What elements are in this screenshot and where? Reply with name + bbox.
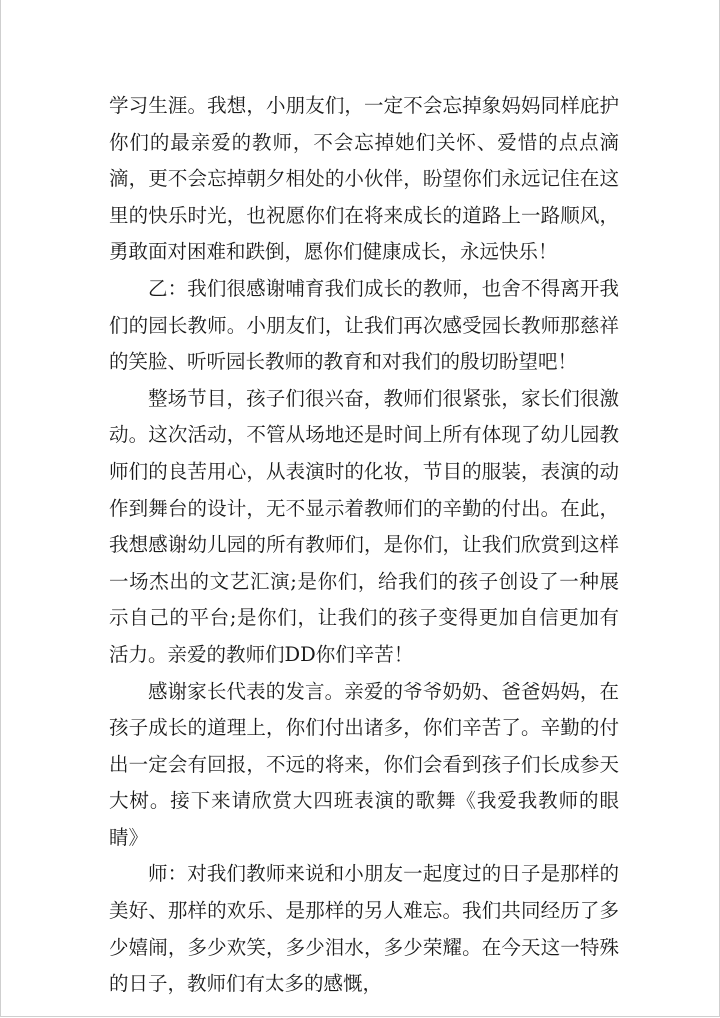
document-body bbox=[109, 88, 619, 1003]
paragraph-4: 感谢家长代表的发言。亲爱的爷爷奶奶、爸爸妈妈，在孩子成长的道理上，你们付出诸多，你们辛苦了。辛勤的付出一定会有回报，不远的将来，你们会看到孩子们长成参天大树。接下来请欣赏大四班表演的歌舞《我爱我教师的眼睛》 bbox=[109, 679, 619, 849]
paragraph-5: 师：对我们教师来说和小朋友一起度过的日子是那样的美好、那样的欢乐、是那样的另人难忘。我们共同经历了多少嬉闹，多少欢笑，多少泪水，多少荣耀。在今天这一特殊的日子，教师们有太多的感慨， bbox=[109, 862, 619, 996]
paragraph-2: 乙：我们很感谢哺育我们成长的教师，也舍不得离开我们的园长教师。小朋友们，让我们再次感受园长教师那慈祥的笑脸、听听园长教师的教育和对我们的殷切盼望吧！ bbox=[109, 276, 619, 374]
paragraph-1: 学习生涯。我想，小朋友们，一定不会忘掉象妈妈同样庇护你们的最亲爱的教师，不会忘掉她们关怀、爱惜的点点滴滴，更不会忘掉朝夕相处的小伙伴，盼望你们永远记住在这里的快乐时光，也祝愿你们在将来成长的道路上一路顺风，勇敢面对困难和跌倒，愿你们健康成长，永远快乐！ bbox=[109, 94, 619, 264]
paragraph-3: 整场节目，孩子们很兴奋，教师们很紧张，家长们很激动。这次活动，不管从场地还是时间上所有体现了幼儿园教师们的良苦用心，从表演时的化妆，节目的服装，表演的动作到舞台的设计，无不显示着教师们的辛勤的付出。在此，我想感谢幼儿园的所有教师们，是你们，让我们欣赏到这样一场杰出的文艺汇演;是你们，给我们的孩子创设了一种展示自己的平台;是你们，让我们的孩子变得更加自信更加有活力。亲爱的教师们DD你们辛苦！ bbox=[109, 386, 619, 666]
